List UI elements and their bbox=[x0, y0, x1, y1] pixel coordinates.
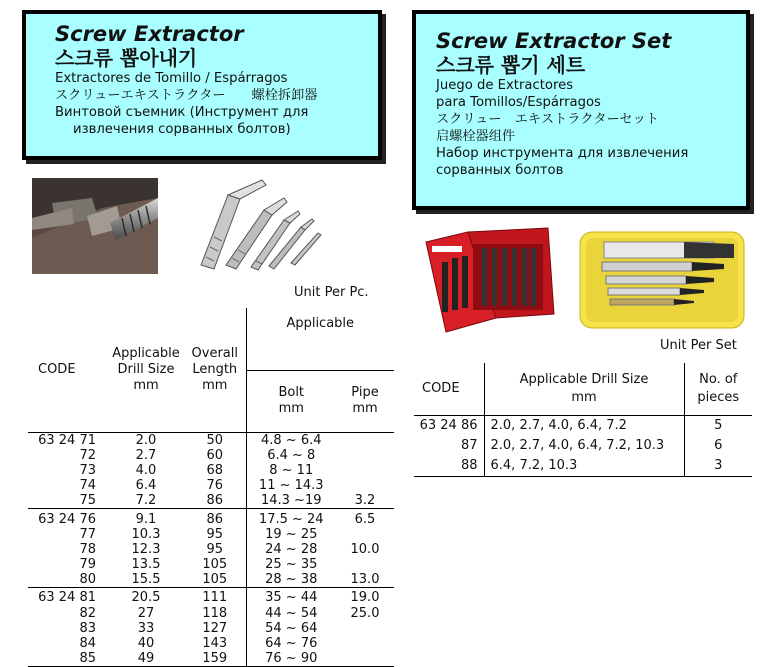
table-row bbox=[414, 436, 752, 456]
cell-drill-sizes: 6.4, 7.2, 10.3 bbox=[484, 456, 684, 477]
table-row bbox=[28, 509, 394, 527]
cell-drill-size: 6.4 bbox=[135, 478, 157, 494]
screw-extractor-set-table bbox=[414, 363, 752, 477]
cell-overall-length: 86 bbox=[206, 493, 224, 509]
cell-drill-sizes: 2.0, 2.7, 4.0, 6.4, 7.2, 10.3 bbox=[484, 436, 684, 456]
cell-pipe: 6.5 bbox=[336, 509, 394, 527]
cell-pipe: 13.0 bbox=[350, 572, 380, 588]
cell-bolt: 24 ~ 28 bbox=[246, 542, 336, 557]
table-row bbox=[28, 621, 394, 636]
cell-code: 63 24 86 bbox=[419, 418, 478, 433]
cell-overall-length: 143 bbox=[202, 636, 228, 652]
header-drill-size: Applicable Drill Size mm bbox=[108, 308, 184, 432]
screw-extractor-title-panel bbox=[22, 10, 382, 160]
cell-overall-length: 105 bbox=[202, 572, 228, 588]
cell-overall-length: 127 bbox=[202, 620, 228, 636]
cell-code: 63 24 76 bbox=[28, 509, 108, 527]
cell-bolt: 11 ~ 14.3 bbox=[246, 478, 336, 493]
extractor-set-yellow-case-photo bbox=[574, 224, 750, 332]
table-row bbox=[28, 572, 394, 588]
set-header-code: CODE bbox=[414, 363, 484, 416]
title-spanish: Extractores de Tomillo / Espárragos bbox=[55, 71, 288, 86]
cell-pipe bbox=[336, 527, 394, 542]
table-row bbox=[28, 463, 394, 478]
cell-pipe bbox=[336, 463, 394, 478]
set-title-chinese: 启螺栓器组件 bbox=[436, 129, 516, 144]
cell-bolt: 64 ~ 76 bbox=[246, 636, 336, 651]
table-row bbox=[414, 456, 752, 477]
cell-code: 82 bbox=[79, 605, 96, 621]
screw-extractor-table bbox=[28, 308, 394, 667]
title-chinese: 螺栓拆卸器 bbox=[251, 88, 318, 103]
cell-pipe: 3.2 bbox=[354, 493, 376, 509]
cell-code: 63 24 81 bbox=[28, 588, 108, 606]
header-pipe: Pipe mm bbox=[336, 370, 394, 432]
set-title-korean: 스크류 뽑기 세트 bbox=[436, 53, 586, 77]
set-header-drill-size: Applicable Drill Size mm bbox=[484, 363, 684, 416]
cell-code: 88 bbox=[414, 456, 484, 477]
cell-bolt: 25 ~ 35 bbox=[246, 557, 336, 572]
cell-overall-length: 159 bbox=[184, 651, 246, 667]
table-row bbox=[28, 542, 394, 557]
cell-pieces: 3 bbox=[684, 456, 752, 477]
cell-pipe bbox=[336, 651, 394, 667]
cell-pieces: 5 bbox=[684, 416, 752, 437]
cell-bolt: 44 ~ 54 bbox=[246, 606, 336, 621]
cell-code: 72 bbox=[79, 447, 96, 463]
cell-overall-length: 86 bbox=[184, 509, 246, 527]
cell-code: 73 bbox=[79, 462, 96, 478]
header-overall-length: Overall Length mm bbox=[184, 308, 246, 432]
cell-bolt: 14.3 ~19 bbox=[246, 493, 336, 509]
cell-pipe bbox=[336, 432, 394, 448]
cell-drill-size: 2.0 bbox=[135, 432, 157, 448]
cell-overall-length: 105 bbox=[202, 557, 228, 573]
cell-pipe bbox=[336, 557, 394, 572]
cell-bolt: 17.5 ~ 24 bbox=[246, 509, 336, 527]
cell-overall-length: 76 bbox=[206, 478, 224, 494]
table-row bbox=[28, 448, 394, 463]
set-title-russian-2: сорванных болтов bbox=[436, 163, 564, 178]
cell-pipe bbox=[336, 636, 394, 651]
cell-code: 84 bbox=[79, 636, 96, 652]
cell-drill-size: 4.0 bbox=[135, 462, 157, 478]
cell-code: 74 bbox=[79, 478, 96, 494]
cell-overall-length: 50 bbox=[206, 432, 224, 448]
cell-code: 77 bbox=[79, 526, 96, 542]
cell-drill-size: 7.2 bbox=[135, 493, 157, 509]
cell-pieces: 6 bbox=[684, 436, 752, 456]
screw-extractor-set-title-panel bbox=[412, 10, 750, 210]
cell-pipe bbox=[336, 478, 394, 493]
cell-drill-size: 49 bbox=[108, 651, 184, 667]
unit-per-set-label: Unit Per Set bbox=[660, 338, 737, 353]
cell-overall-length: 60 bbox=[206, 447, 224, 463]
cell-bolt: 4.8 ~ 6.4 bbox=[246, 432, 336, 448]
cell-drill-size: 15.5 bbox=[131, 572, 161, 588]
table-row bbox=[414, 416, 752, 437]
cell-drill-size: 40 bbox=[137, 636, 155, 652]
cell-drill-size: 9.1 bbox=[108, 509, 184, 527]
cell-overall-length: 95 bbox=[206, 541, 224, 557]
cell-drill-size: 20.5 bbox=[108, 588, 184, 606]
set-header-pieces: No. of pieces bbox=[684, 363, 752, 416]
header-bolt: Bolt mm bbox=[246, 370, 336, 432]
unit-per-pc-label: Unit Per Pc. bbox=[294, 285, 369, 300]
extractors-photo bbox=[166, 165, 346, 277]
cell-bolt: 6.4 ~ 8 bbox=[246, 448, 336, 463]
title-russian-1: Винтовой съемник (Инструмент для bbox=[55, 105, 309, 120]
header-code: CODE bbox=[28, 308, 108, 432]
header-applicable: Applicable bbox=[246, 308, 394, 370]
cell-overall-length: 68 bbox=[206, 462, 224, 478]
cell-code: 83 bbox=[79, 620, 96, 636]
cell-overall-length: 95 bbox=[206, 526, 224, 542]
set-title-spanish-1: Juego de Extractores bbox=[436, 78, 574, 93]
extractor-set-red-case-photo bbox=[418, 222, 556, 340]
cell-drill-size: 27 bbox=[137, 605, 155, 621]
cell-code: 85 bbox=[28, 651, 108, 667]
table-row bbox=[28, 588, 394, 606]
title-korean: 스크류 뽑아내기 bbox=[55, 46, 198, 70]
cell-bolt: 35 ~ 44 bbox=[246, 588, 336, 606]
table-row bbox=[28, 606, 394, 621]
table-row bbox=[28, 651, 394, 667]
cell-bolt: 54 ~ 64 bbox=[246, 621, 336, 636]
title-japanese: スクリューエキストラクター bbox=[55, 88, 226, 103]
cell-code: 63 24 71 bbox=[38, 432, 96, 448]
table-row bbox=[28, 478, 394, 493]
table-row bbox=[28, 432, 394, 448]
set-title-spanish-2: para Tomillos/Espárragos bbox=[436, 95, 601, 110]
title-ja-zh-line bbox=[55, 87, 378, 104]
cell-drill-size: 33 bbox=[137, 620, 155, 636]
cell-drill-size: 13.5 bbox=[131, 557, 161, 573]
set-title-russian-1: Набор инструмента для извлечения bbox=[436, 146, 689, 161]
cell-pipe bbox=[336, 448, 394, 463]
extractor-in-use-photo bbox=[32, 178, 158, 274]
cell-pipe: 10.0 bbox=[350, 541, 380, 557]
table-row bbox=[28, 527, 394, 542]
cell-bolt: 28 ~ 38 bbox=[246, 572, 336, 588]
cell-overall-length: 118 bbox=[202, 605, 228, 621]
set-title-japanese: スクリュー エキストラクターセット bbox=[436, 112, 659, 127]
cell-drill-size: 12.3 bbox=[131, 541, 161, 557]
cell-overall-length: 111 bbox=[184, 588, 246, 606]
cell-code: 80 bbox=[79, 572, 96, 588]
cell-pipe bbox=[336, 621, 394, 636]
cell-code: 87 bbox=[460, 438, 478, 453]
set-title-english: Screw Extractor Set bbox=[436, 29, 672, 53]
cell-bolt: 19 ~ 25 bbox=[246, 527, 336, 542]
cell-pipe: 19.0 bbox=[336, 588, 394, 606]
cell-pipe: 25.0 bbox=[350, 605, 380, 621]
cell-bolt: 8 ~ 11 bbox=[246, 463, 336, 478]
cell-bolt: 76 ~ 90 bbox=[246, 651, 336, 667]
cell-drill-size: 10.3 bbox=[131, 526, 161, 542]
title-russian-2: извлечения сорванных болтов) bbox=[73, 122, 291, 137]
table-row bbox=[28, 557, 394, 572]
cell-drill-sizes: 2.0, 2.7, 4.0, 6.4, 7.2 bbox=[484, 416, 684, 437]
cell-code: 78 bbox=[79, 541, 96, 557]
title-english: Screw Extractor bbox=[55, 22, 244, 46]
table-row bbox=[28, 636, 394, 651]
table-row bbox=[28, 493, 394, 509]
cell-code: 79 bbox=[79, 557, 96, 573]
cell-drill-size: 2.7 bbox=[135, 447, 157, 463]
cell-code: 75 bbox=[79, 493, 96, 509]
